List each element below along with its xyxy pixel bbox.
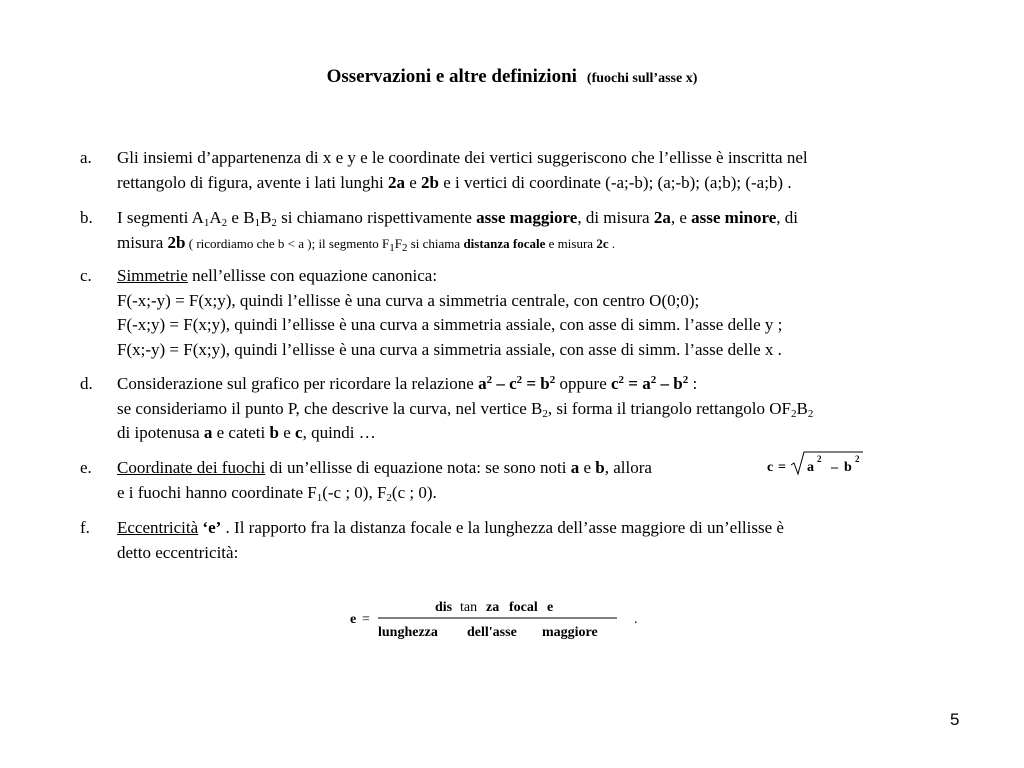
item-letter: d. (80, 374, 93, 393)
denominator-part: lunghezza (378, 625, 438, 640)
text-line: Coordinate dei fuochi di un’ellisse di equazione nota: se sono noti a e b, allora (117, 458, 652, 477)
text-line: Simmetrie nell’ellisse con equazione canonica: (117, 266, 438, 285)
formula-exp-a: 2 (817, 454, 822, 464)
title-main: Osservazioni e altre definizioni (326, 66, 577, 87)
underlined-term: Eccentricità (117, 518, 199, 537)
text-line: di ipotenusa a e cateti b e c, quindi … (117, 423, 376, 442)
item-letter: e. (80, 458, 92, 477)
text-line: F(-x;-y) = F(x;y), quindi l’ellisse è una curva a simmetria centrale, con centro O(0;0); (117, 290, 700, 310)
text-line: detto eccentricità: (117, 542, 239, 562)
formula-equals: = (362, 612, 370, 627)
item-letter: c. (80, 266, 92, 285)
formula-focal-distance (767, 449, 867, 479)
text-line: Gli insiemi d’appartenenza di x e y e le coordinate dei vertici suggeriscono che l’ellisse è inscritta nel (117, 148, 808, 167)
text-line: misura 2b ( ricordiamo che b < a ); il segmento $F_1F_2$ si chiama distanza focale e misura 2c . (117, 232, 616, 254)
text-line: F(-x;y) = F(x;y), quindi l’ellisse è una curva a simmetria assiale, con asse di simm. l’asse delle y ; (117, 315, 783, 334)
formula-minus: – (831, 460, 838, 475)
formula-b: b (844, 460, 852, 475)
underlined-term: Coordinate dei fuochi (117, 458, 266, 477)
text-line: se consideriamo il punto P, che descrive la curva, nel vertice $B_2$, si forma il triangolo rettangolo $OF_2B_2$ (117, 398, 814, 420)
formula-period: . (634, 612, 638, 627)
item-body (117, 264, 782, 362)
sqrt-sign (791, 452, 863, 474)
title-subtitle: (fuochi sull’asse x) (586, 71, 698, 86)
formula-a: a (807, 460, 814, 475)
item-body (117, 146, 808, 195)
item-letter: f. (80, 518, 90, 537)
formula-exp-b: 2 (855, 454, 860, 464)
item-body (117, 372, 813, 446)
formula-relation-2: $c^2 = a^2 - b^2$ (611, 374, 689, 393)
denominator-part: dell'asse (467, 625, 517, 640)
item-body (117, 456, 652, 505)
item-body (117, 516, 784, 565)
numerator-part: za (486, 600, 500, 615)
text-line: e i fuochi hanno coordinate $F_1(-c$ ; 0), $F_2(c$ ; 0). (117, 482, 437, 504)
formula-lhs: c (767, 460, 774, 475)
item-letter: a. (80, 148, 92, 167)
denominator-part: maggiore (542, 625, 598, 640)
formula-eccentricity (345, 592, 645, 642)
text-line: I segmenti $A_1A_2$ e $B_1B_2$ si chiamano rispettivamente asse maggiore, di misura 2a, e asse minore, di (117, 208, 799, 229)
item-letter: b. (80, 208, 93, 227)
text-line: Considerazione sul grafico per ricordare la relazione $a^2 - c^2 = b^2$ oppure $c^2 = a^2 - b^2$ : (117, 374, 698, 393)
numerator-part: dis (435, 600, 453, 615)
item-body (117, 206, 798, 256)
formula-lhs: e (350, 612, 357, 627)
underlined-term: Simmetrie (117, 266, 188, 285)
text-line: F(x;-y) = F(x;y), quindi l’ellisse è una curva a simmetria assiale, con asse di simm. l’asse delle x . (117, 339, 782, 359)
page-title (0, 66, 1024, 88)
formula-relation-1: $a^2 - c^2 = b^2$ (478, 374, 556, 393)
formula-equals: = (778, 460, 786, 475)
text-line: rettangolo di figura, avente i lati lunghi 2a e 2b e i vertici di coordinate (-a;-b); (a;-b); (a;b); (-a;b) . (117, 172, 792, 192)
numerator-part: focal (509, 600, 538, 615)
numerator-part: tan (460, 600, 478, 615)
text-line: Eccentricità ‘e’ . Il rapporto fra la distanza focale e la lunghezza dell’asse maggiore di un’ellisse è (117, 518, 784, 537)
page-number: 5 (950, 710, 960, 729)
numerator-part: e (547, 600, 554, 615)
